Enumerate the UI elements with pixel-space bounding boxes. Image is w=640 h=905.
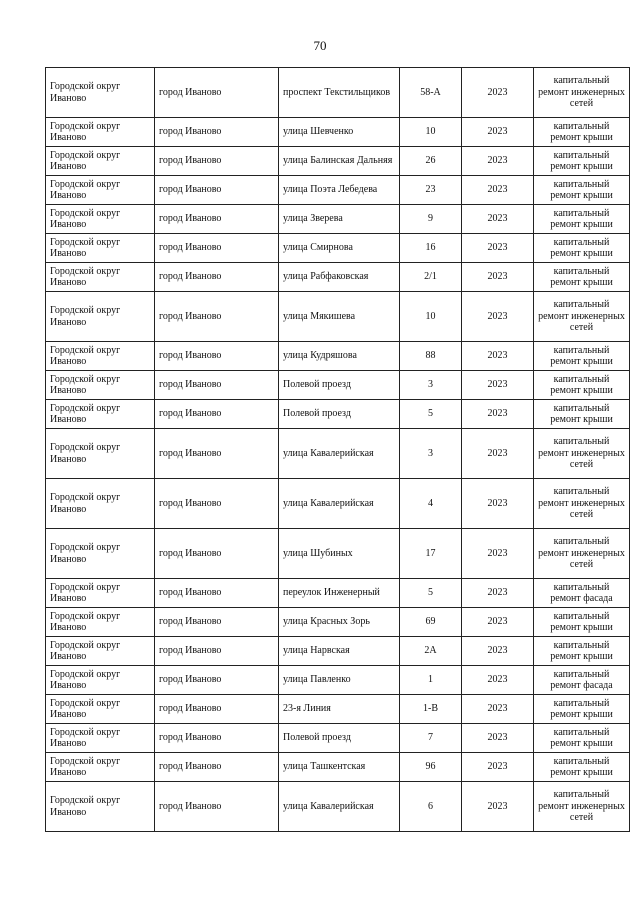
city-cell: город Иваново — [155, 147, 279, 176]
table-row — [46, 695, 630, 724]
work-type-cell: капитальный ремонт крыши — [534, 205, 630, 234]
table-row — [46, 400, 630, 429]
year-cell: 2023 — [462, 400, 534, 429]
year-cell: 2023 — [462, 782, 534, 832]
district-cell: Городской округ Иваново — [46, 753, 155, 782]
work-type-cell: капитальный ремонт инженерных сетей — [534, 429, 630, 479]
city-cell: город Иваново — [155, 608, 279, 637]
table-row — [46, 147, 630, 176]
city-cell: город Иваново — [155, 205, 279, 234]
table-row — [46, 371, 630, 400]
work-type-cell: капитальный ремонт крыши — [534, 234, 630, 263]
year-cell: 2023 — [462, 695, 534, 724]
work-type-cell: капитальный ремонт фасада — [534, 579, 630, 608]
street-cell: Полевой проезд — [279, 400, 400, 429]
table-row — [46, 176, 630, 205]
year-cell: 2023 — [462, 479, 534, 529]
district-cell: Городской округ Иваново — [46, 608, 155, 637]
house-number-cell: 17 — [400, 529, 462, 579]
work-type-cell: капитальный ремонт фасада — [534, 666, 630, 695]
work-type-cell: капитальный ремонт крыши — [534, 371, 630, 400]
table-row — [46, 263, 630, 292]
district-cell: Городской округ Иваново — [46, 666, 155, 695]
street-cell: улица Рабфаковская — [279, 263, 400, 292]
city-cell: город Иваново — [155, 68, 279, 118]
house-number-cell: 6 — [400, 782, 462, 832]
street-cell: улица Кавалерийская — [279, 782, 400, 832]
house-number-cell: 2/1 — [400, 263, 462, 292]
table-row — [46, 479, 630, 529]
street-cell: улица Мякишева — [279, 292, 400, 342]
table-row — [46, 724, 630, 753]
year-cell: 2023 — [462, 608, 534, 637]
house-number-cell: 16 — [400, 234, 462, 263]
city-cell: город Иваново — [155, 263, 279, 292]
district-cell: Городской округ Иваново — [46, 637, 155, 666]
district-cell: Городской округ Иваново — [46, 292, 155, 342]
city-cell: город Иваново — [155, 292, 279, 342]
district-cell: Городской округ Иваново — [46, 724, 155, 753]
street-cell: Полевой проезд — [279, 371, 400, 400]
district-cell: Городской округ Иваново — [46, 205, 155, 234]
year-cell: 2023 — [462, 637, 534, 666]
year-cell: 2023 — [462, 147, 534, 176]
year-cell: 2023 — [462, 118, 534, 147]
city-cell: город Иваново — [155, 342, 279, 371]
year-cell: 2023 — [462, 371, 534, 400]
registry-table-body — [46, 68, 630, 832]
work-type-cell: капитальный ремонт крыши — [534, 342, 630, 371]
street-cell: улица Кудряшова — [279, 342, 400, 371]
city-cell: город Иваново — [155, 579, 279, 608]
street-cell: улица Кавалерийская — [279, 429, 400, 479]
house-number-cell: 10 — [400, 118, 462, 147]
district-cell: Городской округ Иваново — [46, 176, 155, 205]
district-cell: Городской округ Иваново — [46, 68, 155, 118]
district-cell: Городской округ Иваново — [46, 579, 155, 608]
district-cell: Городской округ Иваново — [46, 234, 155, 263]
table-row — [46, 429, 630, 479]
work-type-cell: капитальный ремонт крыши — [534, 695, 630, 724]
city-cell: город Иваново — [155, 371, 279, 400]
city-cell: город Иваново — [155, 479, 279, 529]
district-cell: Городской округ Иваново — [46, 400, 155, 429]
city-cell: город Иваново — [155, 400, 279, 429]
work-type-cell: капитальный ремонт крыши — [534, 753, 630, 782]
district-cell: Городской округ Иваново — [46, 529, 155, 579]
house-number-cell: 96 — [400, 753, 462, 782]
work-type-cell: капитальный ремонт крыши — [534, 118, 630, 147]
street-cell: улица Поэта Лебедева — [279, 176, 400, 205]
city-cell: город Иваново — [155, 637, 279, 666]
street-cell: улица Шевченко — [279, 118, 400, 147]
city-cell: город Иваново — [155, 429, 279, 479]
page-number: 70 — [313, 38, 327, 53]
house-number-cell: 3 — [400, 429, 462, 479]
table-row — [46, 666, 630, 695]
table-row — [46, 529, 630, 579]
table-row — [46, 608, 630, 637]
house-number-cell: 1-В — [400, 695, 462, 724]
street-cell: улица Смирнова — [279, 234, 400, 263]
year-cell: 2023 — [462, 724, 534, 753]
work-type-cell: капитальный ремонт крыши — [534, 400, 630, 429]
year-cell: 2023 — [462, 529, 534, 579]
table-row — [46, 782, 630, 832]
year-cell: 2023 — [462, 666, 534, 695]
city-cell: город Иваново — [155, 118, 279, 147]
street-cell: улица Зверева — [279, 205, 400, 234]
work-type-cell: капитальный ремонт инженерных сетей — [534, 292, 630, 342]
year-cell: 2023 — [462, 342, 534, 371]
street-cell: проспект Текстильщиков — [279, 68, 400, 118]
district-cell: Городской округ Иваново — [46, 118, 155, 147]
work-type-cell: капитальный ремонт крыши — [534, 637, 630, 666]
year-cell: 2023 — [462, 263, 534, 292]
year-cell: 2023 — [462, 579, 534, 608]
city-cell: город Иваново — [155, 529, 279, 579]
table-row — [46, 579, 630, 608]
city-cell: город Иваново — [155, 234, 279, 263]
street-cell: улица Павленко — [279, 666, 400, 695]
city-cell: город Иваново — [155, 666, 279, 695]
house-number-cell: 1 — [400, 666, 462, 695]
table-row — [46, 753, 630, 782]
street-cell: переулок Инженерный — [279, 579, 400, 608]
house-number-cell: 7 — [400, 724, 462, 753]
street-cell: улица Красных Зорь — [279, 608, 400, 637]
street-cell: 23-я Линия — [279, 695, 400, 724]
house-number-cell: 69 — [400, 608, 462, 637]
year-cell: 2023 — [462, 205, 534, 234]
street-cell: Полевой проезд — [279, 724, 400, 753]
street-cell: улица Кавалерийская — [279, 479, 400, 529]
district-cell: Городской округ Иваново — [46, 371, 155, 400]
work-type-cell: капитальный ремонт крыши — [534, 263, 630, 292]
house-number-cell: 2А — [400, 637, 462, 666]
district-cell: Городской округ Иваново — [46, 695, 155, 724]
work-type-cell: капитальный ремонт инженерных сетей — [534, 68, 630, 118]
work-type-cell: капитальный ремонт инженерных сетей — [534, 782, 630, 832]
year-cell: 2023 — [462, 753, 534, 782]
table-row — [46, 234, 630, 263]
street-cell: улица Нарвская — [279, 637, 400, 666]
year-cell: 2023 — [462, 292, 534, 342]
house-number-cell: 10 — [400, 292, 462, 342]
house-number-cell: 5 — [400, 400, 462, 429]
house-number-cell: 3 — [400, 371, 462, 400]
city-cell: город Иваново — [155, 724, 279, 753]
city-cell: город Иваново — [155, 753, 279, 782]
work-type-cell: капитальный ремонт крыши — [534, 724, 630, 753]
year-cell: 2023 — [462, 234, 534, 263]
city-cell: город Иваново — [155, 782, 279, 832]
work-type-cell: капитальный ремонт крыши — [534, 608, 630, 637]
house-number-cell: 5 — [400, 579, 462, 608]
street-cell: улица Балинская Дальняя — [279, 147, 400, 176]
house-number-cell: 58-А — [400, 68, 462, 118]
year-cell: 2023 — [462, 429, 534, 479]
district-cell: Городской округ Иваново — [46, 782, 155, 832]
house-number-cell: 26 — [400, 147, 462, 176]
table-row — [46, 205, 630, 234]
street-cell: улица Шубиных — [279, 529, 400, 579]
house-number-cell: 23 — [400, 176, 462, 205]
table-row — [46, 292, 630, 342]
year-cell: 2023 — [462, 176, 534, 205]
district-cell: Городской округ Иваново — [46, 147, 155, 176]
table-row — [46, 118, 630, 147]
district-cell: Городской округ Иваново — [46, 479, 155, 529]
table-row — [46, 637, 630, 666]
house-number-cell: 9 — [400, 205, 462, 234]
district-cell: Городской округ Иваново — [46, 342, 155, 371]
work-type-cell: капитальный ремонт крыши — [534, 147, 630, 176]
city-cell: город Иваново — [155, 176, 279, 205]
street-cell: улица Ташкентская — [279, 753, 400, 782]
work-type-cell: капитальный ремонт инженерных сетей — [534, 529, 630, 579]
house-number-cell: 88 — [400, 342, 462, 371]
repair-registry-table — [45, 67, 630, 832]
table-row — [46, 342, 630, 371]
work-type-cell: капитальный ремонт крыши — [534, 176, 630, 205]
city-cell: город Иваново — [155, 695, 279, 724]
work-type-cell: капитальный ремонт инженерных сетей — [534, 479, 630, 529]
table-row — [46, 68, 630, 118]
district-cell: Городской округ Иваново — [46, 429, 155, 479]
district-cell: Городской округ Иваново — [46, 263, 155, 292]
year-cell: 2023 — [462, 68, 534, 118]
house-number-cell: 4 — [400, 479, 462, 529]
